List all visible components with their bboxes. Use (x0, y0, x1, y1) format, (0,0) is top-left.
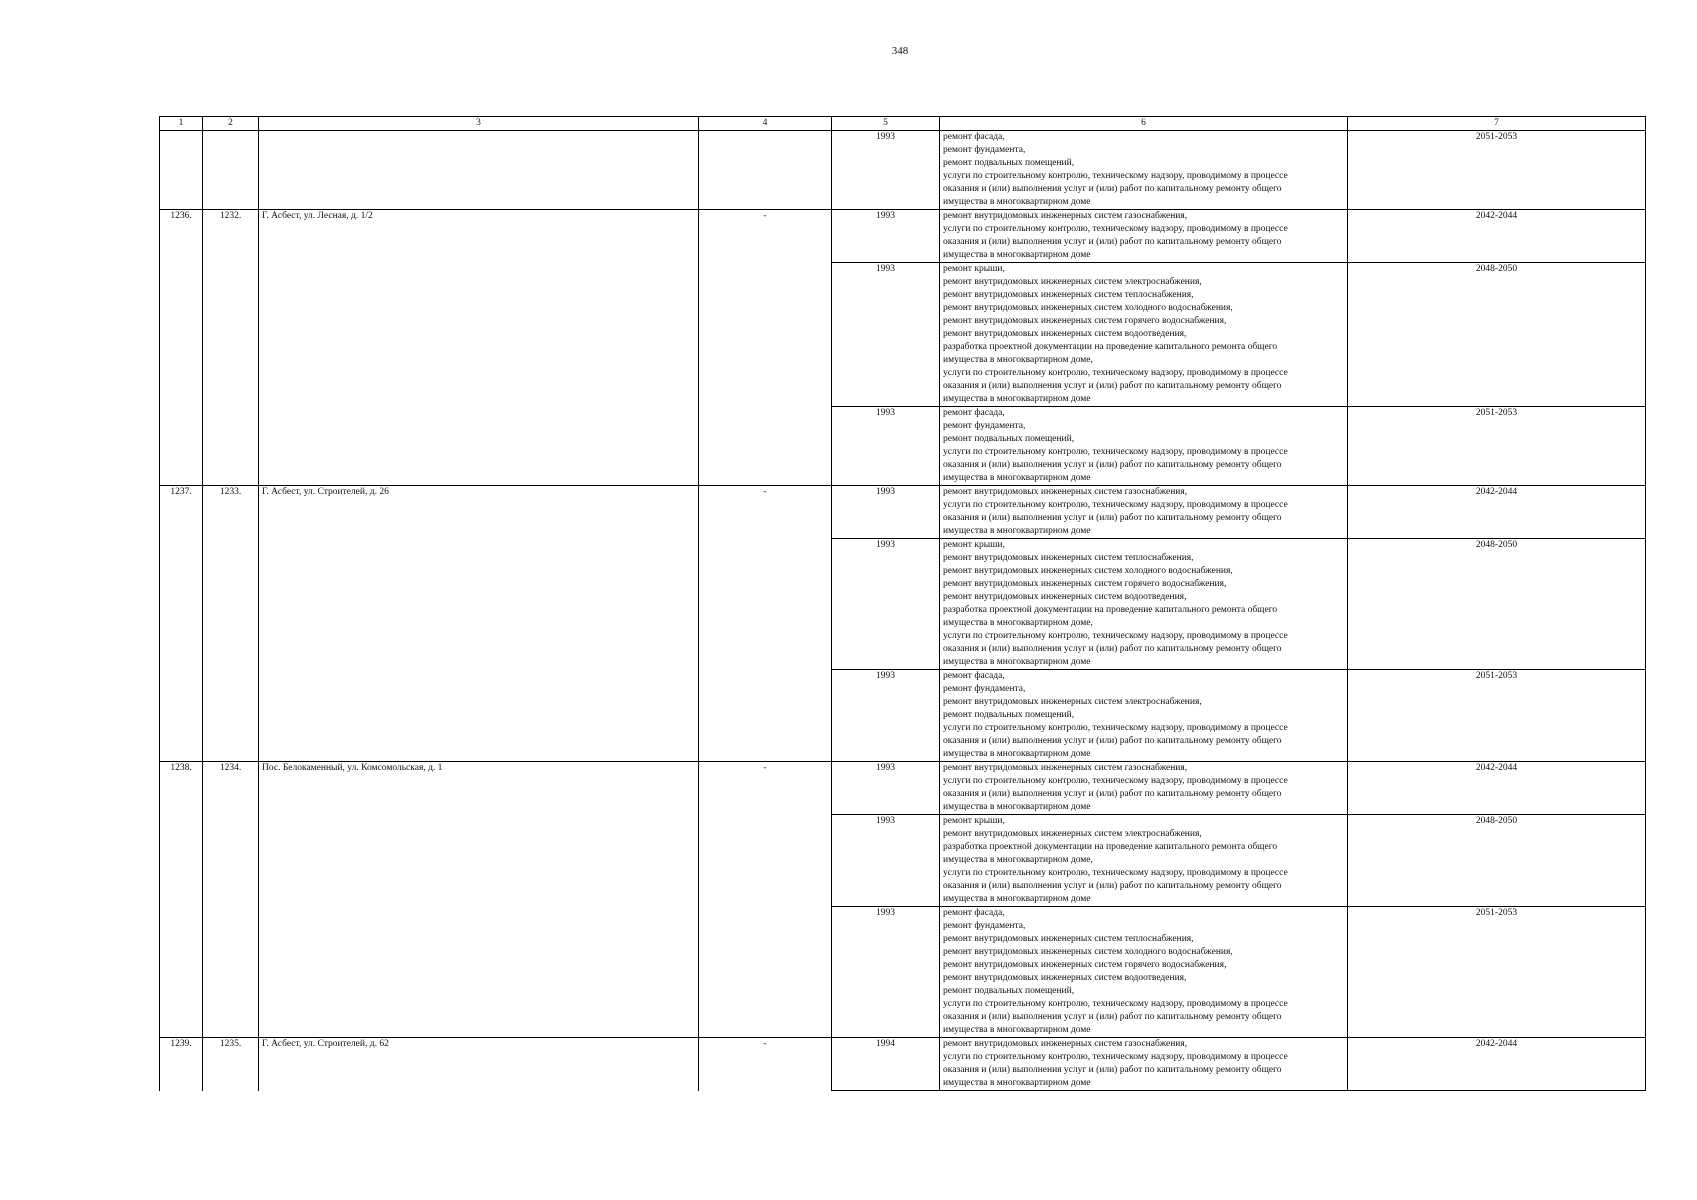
work-item: оказания и (или) выполнения услуг и (или) работ по капитальному ремонту общего (943, 184, 1282, 194)
address-cell (259, 131, 699, 210)
table-row (160, 1038, 1646, 1091)
year-cell: 1993 (832, 486, 940, 539)
object-number-cell: 1233. (203, 486, 259, 762)
work-item: ремонт внутридомовых инженерных систем водоотведения, (943, 329, 1187, 339)
work-item: услуги по строительному контролю, техническому надзору, проводимому в процессе (943, 1052, 1288, 1062)
works-cell (940, 407, 1348, 486)
year-cell: 1993 (832, 131, 940, 210)
works-cell (940, 670, 1348, 762)
work-item: ремонт внутридомовых инженерных систем холодного водоснабжения, (943, 947, 1233, 957)
row-number-cell: 1238. (160, 762, 203, 1038)
work-item: ремонт подвальных помещений, (943, 158, 1075, 168)
work-item: услуги по строительному контролю, техническому надзору, проводимому в процессе (943, 171, 1288, 181)
work-item: ремонт внутридомовых инженерных систем холодного водоснабжения, (943, 303, 1233, 313)
work-item: услуги по строительному контролю, техническому надзору, проводимому в процессе (943, 999, 1288, 1009)
year-cell: 1993 (832, 762, 940, 815)
column-number-header: 4 (699, 117, 832, 131)
work-item: имущества в многоквартирном доме (943, 473, 1091, 483)
work-item: разработка проектной документации на проведение капитального ремонта общего (943, 605, 1278, 615)
work-item: имущества в многоквартирном доме, (943, 855, 1093, 865)
address-cell: Г. Асбест, ул. Строителей, д. 62 (259, 1038, 699, 1091)
row-number-cell: 1236. (160, 210, 203, 486)
year-cell: 1993 (832, 907, 940, 1038)
work-item: ремонт подвальных помещений, (943, 710, 1075, 720)
column-4-cell: - (699, 762, 832, 1038)
work-item: ремонт внутридомовых инженерных систем холодного водоснабжения, (943, 566, 1233, 576)
work-item: ремонт внутридомовых инженерных систем газоснабжения, (943, 487, 1188, 497)
works-cell (940, 131, 1348, 210)
table-body (160, 131, 1646, 1091)
work-item: оказания и (или) выполнения услуг и (или) работ по капитальному ремонту общего (943, 513, 1282, 523)
work-item: разработка проектной документации на проведение капитального ремонта общего (943, 342, 1278, 352)
work-item: ремонт подвальных помещений, (943, 434, 1075, 444)
work-item: оказания и (или) выполнения услуг и (или) работ по капитальному ремонту общего (943, 789, 1282, 799)
address-cell: Г. Асбест, ул. Строителей, д. 26 (259, 486, 699, 762)
object-number-cell: 1232. (203, 210, 259, 486)
work-item: оказания и (или) выполнения услуг и (или) работ по капитальному ремонту общего (943, 736, 1282, 746)
year-cell: 1993 (832, 539, 940, 670)
work-item: разработка проектной документации на проведение капитального ремонта общего (943, 842, 1278, 852)
work-item: ремонт внутридомовых инженерных систем газоснабжения, (943, 763, 1188, 773)
period-cell: 2042-2044 (1348, 210, 1646, 263)
year-cell: 1993 (832, 407, 940, 486)
work-item: ремонт внутридомовых инженерных систем газоснабжения, (943, 1039, 1188, 1049)
work-item: ремонт внутридомовых инженерных систем горячего водоснабжения, (943, 316, 1227, 326)
column-number-header: 6 (940, 117, 1348, 131)
work-item: ремонт подвальных помещений, (943, 986, 1075, 996)
works-cell (940, 539, 1348, 670)
work-item: ремонт фундамента, (943, 684, 1026, 694)
object-number-cell: 1235. (203, 1038, 259, 1091)
work-item: имущества в многоквартирном доме (943, 802, 1091, 812)
period-cell: 2042-2044 (1348, 486, 1646, 539)
work-item: услуги по строительному контролю, техническому надзору, проводимому в процессе (943, 723, 1288, 733)
works-cell (940, 210, 1348, 263)
row-number-cell (160, 131, 203, 210)
work-item: имущества в многоквартирном доме (943, 394, 1091, 404)
work-item: ремонт крыши, (943, 264, 1005, 274)
period-cell: 2048-2050 (1348, 815, 1646, 907)
work-item: оказания и (или) выполнения услуг и (или) работ по капитальному ремонту общего (943, 1012, 1282, 1022)
column-number-header: 1 (160, 117, 203, 131)
work-item: имущества в многоквартирном доме (943, 749, 1091, 759)
work-item: оказания и (или) выполнения услуг и (или) работ по капитальному ремонту общего (943, 381, 1282, 391)
work-item: имущества в многоквартирном доме (943, 894, 1091, 904)
column-4-cell: - (699, 486, 832, 762)
year-cell: 1993 (832, 263, 940, 407)
work-item: ремонт крыши, (943, 816, 1005, 826)
table-row (160, 486, 1646, 539)
period-cell: 2051-2053 (1348, 407, 1646, 486)
row-number-cell: 1239. (160, 1038, 203, 1091)
work-item: ремонт внутридомовых инженерных систем электроснабжения, (943, 277, 1202, 287)
work-item: услуги по строительному контролю, техническому надзору, проводимому в процессе (943, 224, 1288, 234)
row-number-cell: 1237. (160, 486, 203, 762)
object-number-cell (203, 131, 259, 210)
column-number-header: 5 (832, 117, 940, 131)
period-cell: 2048-2050 (1348, 539, 1646, 670)
year-cell: 1993 (832, 815, 940, 907)
work-item: оказания и (или) выполнения услуг и (или) работ по капитальному ремонту общего (943, 1065, 1282, 1075)
column-4-cell (699, 131, 832, 210)
work-item: ремонт внутридомовых инженерных систем электроснабжения, (943, 829, 1202, 839)
work-item: ремонт фасада, (943, 671, 1005, 681)
column-number-header: 3 (259, 117, 699, 131)
table-row (160, 762, 1646, 815)
work-item: ремонт крыши, (943, 540, 1005, 550)
year-cell: 1993 (832, 210, 940, 263)
work-item: ремонт фасада, (943, 908, 1005, 918)
column-number-row (160, 117, 1646, 131)
table-row (160, 210, 1646, 263)
work-item: оказания и (или) выполнения услуг и (или) работ по капитальному ремонту общего (943, 237, 1282, 247)
work-item: ремонт фундамента, (943, 921, 1026, 931)
works-cell (940, 907, 1348, 1038)
work-item: ремонт внутридомовых инженерных систем горячего водоснабжения, (943, 960, 1227, 970)
year-cell: 1994 (832, 1038, 940, 1091)
address-cell: Пос. Белокаменный, ул. Комсомольская, д. 1 (259, 762, 699, 1038)
page-number: 348 (891, 45, 909, 57)
work-item: ремонт фундамента, (943, 421, 1026, 431)
period-cell: 2042-2044 (1348, 762, 1646, 815)
object-number-cell: 1234. (203, 762, 259, 1038)
column-number-header: 7 (1348, 117, 1646, 131)
work-item: ремонт фасада, (943, 132, 1005, 142)
work-item: ремонт фасада, (943, 408, 1005, 418)
work-item: ремонт внутридомовых инженерных систем водоотведения, (943, 592, 1187, 602)
work-item: имущества в многоквартирном доме (943, 197, 1091, 207)
work-item: услуги по строительному контролю, техническому надзору, проводимому в процессе (943, 776, 1288, 786)
work-item: ремонт внутридомовых инженерных систем водоотведения, (943, 973, 1187, 983)
work-item: оказания и (или) выполнения услуг и (или) работ по капитальному ремонту общего (943, 460, 1282, 470)
work-item: ремонт фундамента, (943, 145, 1026, 155)
work-item: имущества в многоквартирном доме, (943, 618, 1093, 628)
work-item: имущества в многоквартирном доме, (943, 355, 1093, 365)
work-item: ремонт внутридомовых инженерных систем горячего водоснабжения, (943, 579, 1227, 589)
work-item: имущества в многоквартирном доме (943, 1025, 1091, 1035)
work-item: имущества в многоквартирном доме (943, 657, 1091, 667)
works-cell (940, 486, 1348, 539)
column-4-cell: - (699, 210, 832, 486)
work-item: услуги по строительному контролю, техническому надзору, проводимому в процессе (943, 368, 1288, 378)
period-cell: 2051-2053 (1348, 907, 1646, 1038)
work-item: ремонт внутридомовых инженерных систем теплоснабжения, (943, 553, 1194, 563)
column-number-header: 2 (203, 117, 259, 131)
work-item: имущества в многоквартирном доме (943, 250, 1091, 260)
address-cell: Г. Асбест, ул. Лесная, д. 1/2 (259, 210, 699, 486)
work-item: услуги по строительному контролю, техническому надзору, проводимому в процессе (943, 500, 1288, 510)
work-item: имущества в многоквартирном доме (943, 1078, 1091, 1088)
work-item: оказания и (или) выполнения услуг и (или) работ по капитальному ремонту общего (943, 644, 1282, 654)
works-cell (940, 815, 1348, 907)
works-cell (940, 1038, 1348, 1091)
works-cell (940, 263, 1348, 407)
work-item: услуги по строительному контролю, техническому надзору, проводимому в процессе (943, 447, 1288, 457)
year-cell: 1993 (832, 670, 940, 762)
period-cell: 2048-2050 (1348, 263, 1646, 407)
capital-repair-table (159, 116, 1646, 1091)
period-cell: 2051-2053 (1348, 670, 1646, 762)
work-item: услуги по строительному контролю, техническому надзору, проводимому в процессе (943, 631, 1288, 641)
column-4-cell: - (699, 1038, 832, 1091)
work-item: ремонт внутридомовых инженерных систем теплоснабжения, (943, 934, 1194, 944)
period-cell: 2042-2044 (1348, 1038, 1646, 1091)
table-row (160, 131, 1646, 210)
work-item: услуги по строительному контролю, техническому надзору, проводимому в процессе (943, 868, 1288, 878)
works-cell (940, 762, 1348, 815)
work-item: оказания и (или) выполнения услуг и (или) работ по капитальному ремонту общего (943, 881, 1282, 891)
work-item: ремонт внутридомовых инженерных систем электроснабжения, (943, 697, 1202, 707)
work-item: ремонт внутридомовых инженерных систем теплоснабжения, (943, 290, 1194, 300)
work-item: имущества в многоквартирном доме (943, 526, 1091, 536)
period-cell: 2051-2053 (1348, 131, 1646, 210)
work-item: ремонт внутридомовых инженерных систем газоснабжения, (943, 211, 1188, 221)
